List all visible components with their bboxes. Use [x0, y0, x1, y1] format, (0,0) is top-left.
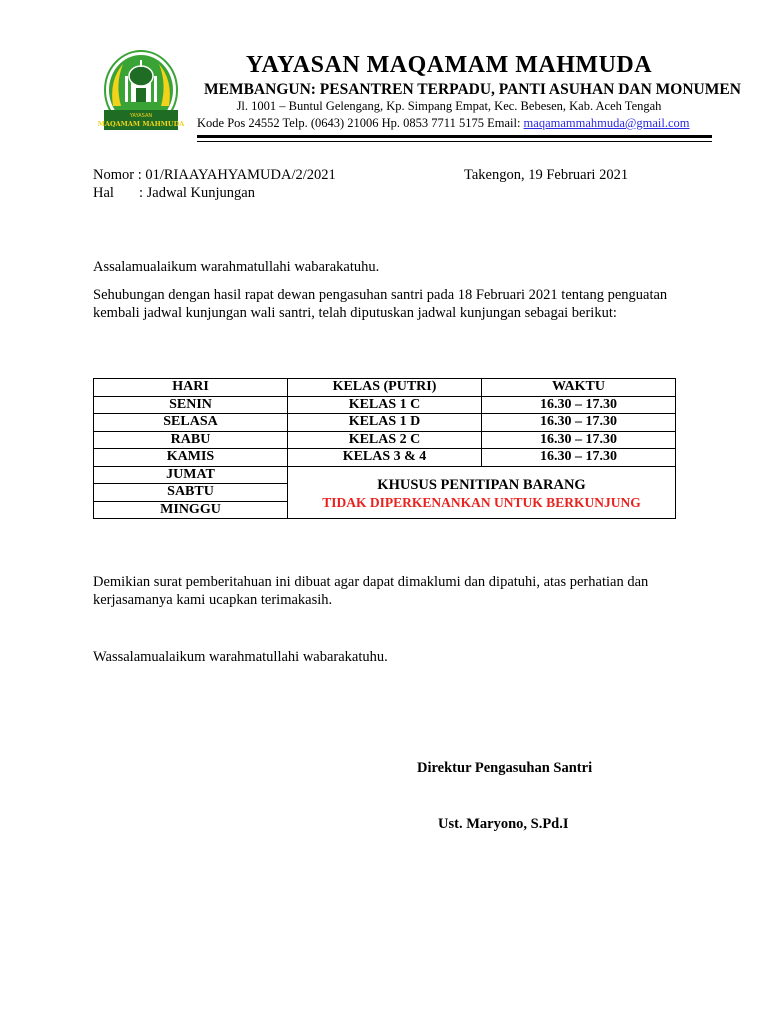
header-kelas: KELAS (PUTRI) — [288, 379, 482, 397]
cell-class: KELAS 1 C — [288, 396, 482, 414]
subject-label: Hal — [93, 185, 114, 201]
place-date: Takengon, 19 Februari 2021 — [464, 167, 629, 183]
closing-paragraph: Demikian surat pemberitahuan ini dibuat agar dapat dimaklumi dan dipatuhi, atas perhatian dan kerjasamanya kami ucapkan terimakasih. — [93, 574, 649, 608]
letter-number: Nomor : 01/RIAAYAHYAMUDA/2/2021 — [93, 167, 336, 183]
note-storage-only: KHUSUS PENITIPAN BARANG — [377, 477, 586, 494]
note-no-visiting: TIDAK DIPERKENANKAN UNTUK BERKUNJUNG — [322, 495, 641, 511]
email-link[interactable]: maqamammahmuda@gmail.com — [523, 116, 690, 130]
organization-contact — [197, 116, 690, 131]
yayasan-logo-icon — [97, 50, 185, 132]
letterhead-rule-thick — [197, 135, 712, 138]
cell-day: SABTU — [94, 484, 288, 502]
cell-class: KELAS 1 D — [288, 414, 482, 432]
visit-schedule-table — [93, 378, 676, 519]
subject-value: : Jadwal Kunjungan — [139, 185, 255, 201]
letterhead-rule-thin — [197, 141, 712, 142]
logo-text-bottom: MAQAMAM MAHMUDA — [97, 120, 185, 128]
organization-address: Jl. 1001 – Buntul Gelengang, Kp. Simpang Empat, Kec. Bebesen, Kab. Aceh Tengah — [236, 99, 662, 113]
table-row — [94, 449, 676, 467]
logo-text-top: YAYASAN — [129, 113, 153, 119]
cell-time: 16.30 – 17.30 — [482, 431, 676, 449]
intro-paragraph: Sehubungan dengan hasil rapat dewan pengasuhan santri pada 18 Februari 2021 tentang penguatan kembali jadwal kunjungan wali santri, telah diputuskan jadwal kunjungan sebagai berikut: — [93, 287, 668, 321]
table-header-row — [94, 379, 676, 397]
cell-day: SENIN — [94, 396, 288, 414]
table-row — [94, 431, 676, 449]
cell-time: 16.30 – 17.30 — [482, 396, 676, 414]
organization-name: YAYASAN MAQAMAM MAHMUDA — [245, 52, 653, 78]
cell-day: JUMAT — [94, 466, 288, 484]
contact-text: Kode Pos 24552 Telp. (0643) 21006 Hp. 0853 7711 5175 Email: — [197, 116, 524, 130]
cell-day: SELASA — [94, 414, 288, 432]
cell-class: KELAS 2 C — [288, 431, 482, 449]
cell-class: KELAS 3 & 4 — [288, 449, 482, 467]
header-waktu: WAKTU — [482, 379, 676, 397]
cell-time: 16.30 – 17.30 — [482, 414, 676, 432]
cell-day: MINGGU — [94, 501, 288, 519]
greeting: Assalamualaikum warahmatullahi wabarakatuhu. — [93, 259, 380, 275]
header-hari: HARI — [94, 379, 288, 397]
cell-day: RABU — [94, 431, 288, 449]
merged-note-cell — [288, 466, 676, 519]
table-row — [94, 466, 676, 484]
closing-salutation: Wassalamualaikum warahmatullahi wabarakatuhu. — [93, 649, 388, 665]
signer-name: Ust. Maryono, S.Pd.I — [438, 816, 569, 832]
table-row — [94, 396, 676, 414]
cell-time: 16.30 – 17.30 — [482, 449, 676, 467]
organization-subtitle: MEMBANGUN: PESANTREN TERPADU, PANTI ASUHAN DAN MONUMEN — [204, 81, 741, 98]
cell-day: KAMIS — [94, 449, 288, 467]
table-row — [94, 414, 676, 432]
signer-title: Direktur Pengasuhan Santri — [417, 760, 593, 776]
